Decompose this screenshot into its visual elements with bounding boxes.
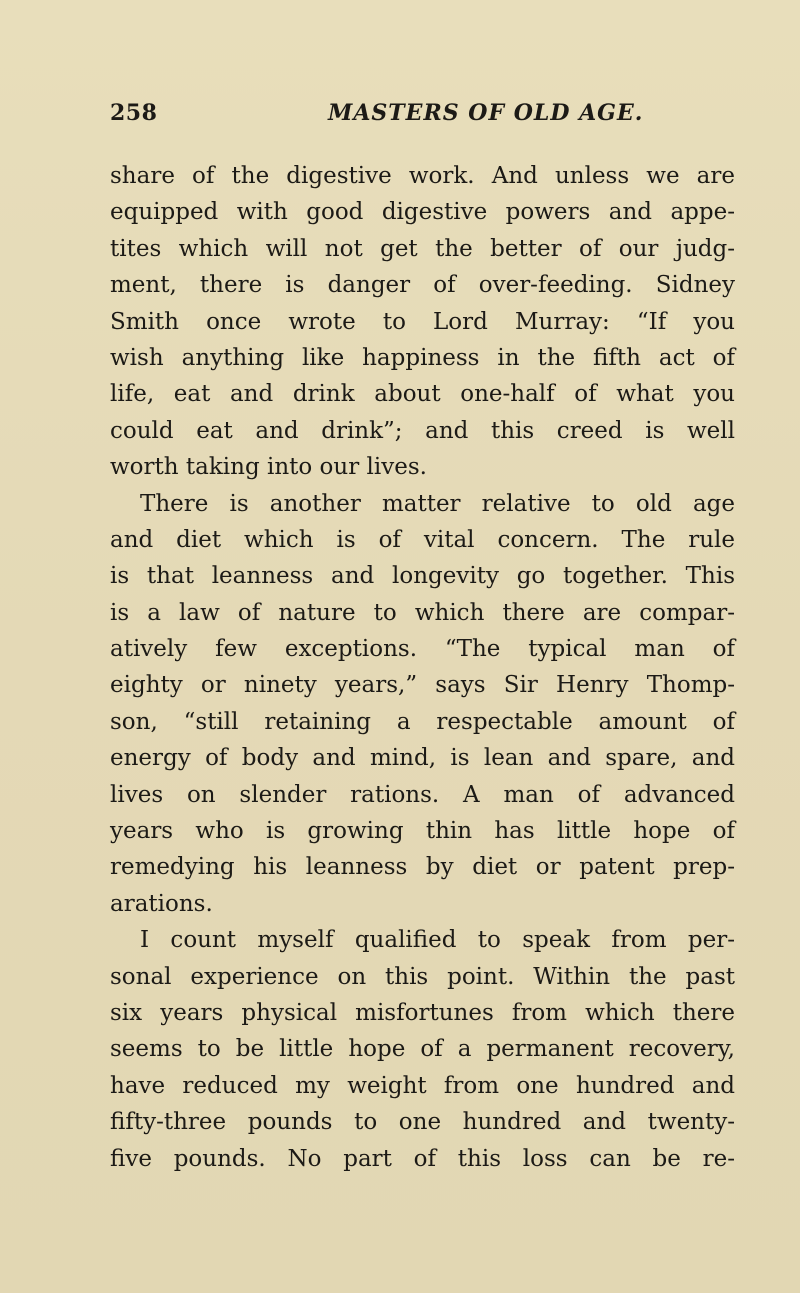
paragraph-start-line: I count myself qualified to speak from per- [140,927,735,954]
text-line: equipped with good digestive powers and appe- [110,199,735,226]
text-line: energy of body and mind, is lean and spare, and [110,745,735,772]
paragraph-start-line: There is another matter relative to old age [140,490,735,517]
page-number: 258 [110,100,158,126]
text-line: Smith once wrote to Lord Murray: “If you [110,308,735,335]
text-line: and diet which is of vital concern. The rule [110,526,735,553]
running-head [110,100,730,140]
text-line: sonal experience on this point. Within the past [110,963,735,990]
text-line: son, “still retaining a respectable amount of [110,708,735,735]
text-line: life, eat and drink about one-half of what you [110,381,735,408]
text-line: five pounds. No part of this loss can be re- [110,1145,735,1172]
text-line: fifty-three pounds to one hundred and twenty- [110,1109,735,1136]
text-line: wish anything like happiness in the fifth act of [110,344,735,371]
body-text [110,158,735,1177]
text-line: is a law of nature to which there are compar- [110,599,735,626]
text-line: atively few exceptions. “The typical man of [110,636,735,663]
text-line: remedying his leanness by diet or patent prep- [110,854,735,881]
text-line: is that leanness and longevity go together. This [110,563,735,590]
text-line: worth taking into our lives. [110,454,427,481]
text-line: have reduced my weight from one hundred and [110,1072,735,1099]
text-line: arations. [110,890,213,917]
text-line: eighty or ninety years,” says Sir Henry Thomp- [110,672,735,699]
text-line: lives on slender rations. A man of advanced [110,781,735,808]
text-line: tites which will not get the better of our judg- [110,235,735,262]
text-line: could eat and drink”; and this creed is well [110,417,735,444]
text-line: years who is growing thin has little hope of [110,818,735,845]
text-line: six years physical misfortunes from which there [110,999,735,1026]
text-line: seems to be little hope of a permanent recovery, [110,1036,735,1063]
text-line: ment, there is danger of over-feeding. Sidney [110,272,735,299]
text-line: share of the digestive work. And unless we are [110,163,735,189]
running-title: MASTERS OF OLD AGE. [328,100,644,126]
